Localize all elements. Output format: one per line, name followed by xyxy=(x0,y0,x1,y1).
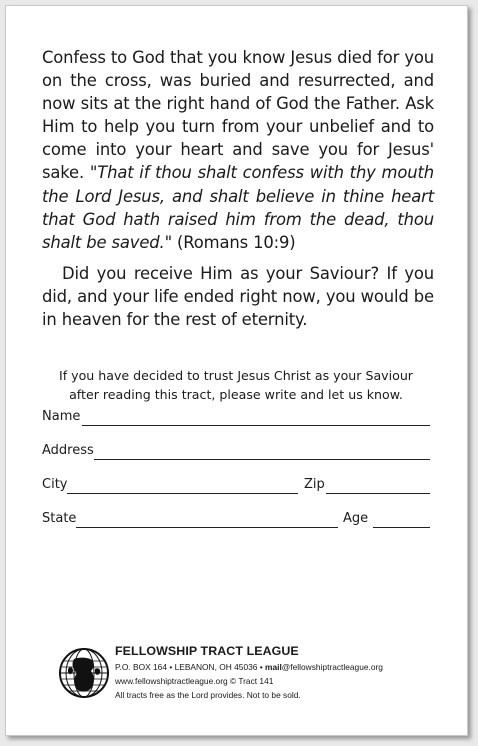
zip-label: Zip xyxy=(304,477,325,492)
address-line[interactable] xyxy=(94,459,430,460)
state-label: State xyxy=(42,511,77,526)
org-website-line[interactable]: www.fellowshiptractleague.org © Tract 141 xyxy=(115,676,274,686)
scripture-reference: (Romans 10:9) xyxy=(171,232,296,252)
tract-page xyxy=(5,5,468,736)
age-field[interactable] xyxy=(343,511,430,531)
age-line[interactable] xyxy=(373,527,430,528)
zip-line[interactable] xyxy=(326,493,430,494)
publisher-footer xyxy=(58,644,438,706)
globe-logo-icon xyxy=(58,647,110,699)
name-line[interactable] xyxy=(82,425,430,426)
form-intro-line-1: If you have decided to trust Jesus Christ as your Saviour xyxy=(58,368,413,383)
paragraph-confession xyxy=(42,46,434,254)
form-intro xyxy=(26,366,446,404)
city-field[interactable] xyxy=(42,477,298,497)
name-field[interactable] xyxy=(42,409,430,429)
state-field[interactable] xyxy=(42,511,338,531)
city-line[interactable] xyxy=(67,493,298,494)
address-label: Address xyxy=(42,443,94,458)
org-name: FELLOWSHIP TRACT LEAGUE xyxy=(115,644,299,658)
address-field[interactable] xyxy=(42,443,430,463)
zip-field[interactable] xyxy=(304,477,430,497)
org-address: P.O. BOX 164 • LEBANON, OH 45036 • xyxy=(115,662,266,672)
org-address-line xyxy=(115,662,383,673)
mail-label: mail xyxy=(265,662,282,672)
paragraph-question: Did you receive Him as your Saviour? If you did, and your life ended right now, you would be in heaven for the rest of eternity. xyxy=(42,263,434,330)
age-label: Age xyxy=(343,511,369,526)
name-label: Name xyxy=(42,409,81,424)
scripture-quote: "That if thou shalt confess with thy mouth the Lord Jesus, and shalt believe in thine heart that God hath raised him from the dead, thou shalt be saved." xyxy=(42,163,434,252)
confession-text: Confess to God that you know Jesus died for you on the cross, was buried and resurrected, and now sits at the right hand of God the Father. Ask Him to help you turn from your unbelief and to come into your heart and save you for Jesus' sake. xyxy=(42,48,434,183)
org-notice: All tracts free as the Lord provides. Not to be sold. xyxy=(115,690,301,700)
city-label: City xyxy=(42,477,68,492)
state-line[interactable] xyxy=(76,527,338,528)
tract-body-text xyxy=(42,46,434,331)
org-email[interactable]: @fellowshiptractleague.org xyxy=(281,662,383,672)
form-intro-line-2: after reading this tract, please write and let us know. xyxy=(69,387,403,402)
